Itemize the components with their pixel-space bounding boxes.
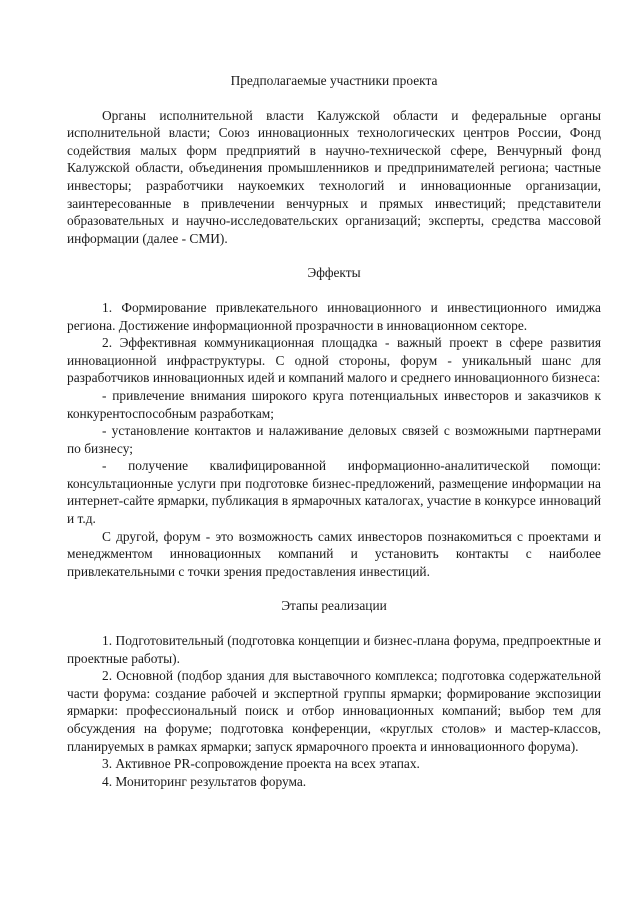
spacer [67,580,601,597]
paragraph-effect-bullet-3: - получение квалифицированной информационно-аналитической помощи: консультационные услуги при подготовке бизнес-предложений, размещение информации на интернет-сайте ярмарки, публикация в ярмарочных каталогах, участие в конкурсе инноваций и т.д. [67,458,601,527]
paragraph-effect-2: 2. Эффективная коммуникационная площадка - важный проект в сфере развития инновационной инфраструктуры. С одной стороны, форум - уникальный шанс для разработчиков инновационных идей и компаний малого и среднего инновационного бизнеса: [67,335,601,386]
section-title-stages: Этапы реализации [281,598,387,614]
paragraph-effect-investors: С другой, форум - это возможность самих инвесторов познакомиться с проектами и менеджментом инновационных компаний и установить контакты с наиболее привлекательными с точки зрения предоставления инвестиций. [67,528,601,579]
paragraph-stage-4: 4. Мониторинг результатов форума. [102,773,307,789]
spacer [67,247,601,264]
section-title-participants: Предполагаемые участники проекта [230,73,438,88]
document-page [67,72,601,790]
spacer [67,282,601,299]
paragraph-effect-bullet-1: - привлечение внимания широкого круга потенциальных инвесторов и заказчиков к конкурентоспособным разработкам; [67,387,601,421]
paragraph-stage-2: 2. Основной (подбор здания для выставочного комплекса; подготовка содержательной части форума: создание рабочей и экспертной группы ярмарки; формирование экспозиции ярмарки: профессиональный поиск и отбор инновационных компаний; выбор тем для обсуждения на форуме; подготовка конференции, «круглых столов» и мастер-классов, планируемых в рамках ярмарки; запуск ярмарочного проекта и инновационного форума). [67,668,601,754]
spacer [67,615,601,632]
paragraph-effect-bullet-2: - установление контактов и налаживание деловых связей с возможными партнерами по бизнесу; [67,423,601,456]
paragraph-stage-3: 3. Активное PR-сопровождение проекта на всех этапах. [102,756,420,772]
paragraph-participants: Органы исполнительной власти Калужской области и федеральные органы исполнительной власти; Союз инновационных технологических центров России, Фонд содействия малых форм предприятий в научно-технической сфере, Венчурный фонд Калужской области, объединения промышленников и предпринимателей региона; частные инвесторы; разработчики наукоемких технологий и инновационные организации, заинтересованные в привлечении венчурных и прямых инвестиций; представители образовательных и научно-исследовательских организаций; эксперты, средства массовой информации (далее - СМИ). [67,107,601,246]
section-title-effects: Эффекты [307,265,361,281]
spacer [67,90,601,107]
paragraph-effect-1: 1. Формирование привлекательного инновационного и инвестиционного имиджа региона. Достижение информационной прозрачности в инновационном секторе. [67,299,601,333]
paragraph-stage-1: 1. Подготовительный (подготовка концепции и бизнес-плана форума, предпроектные и проектные работы). [67,633,601,666]
